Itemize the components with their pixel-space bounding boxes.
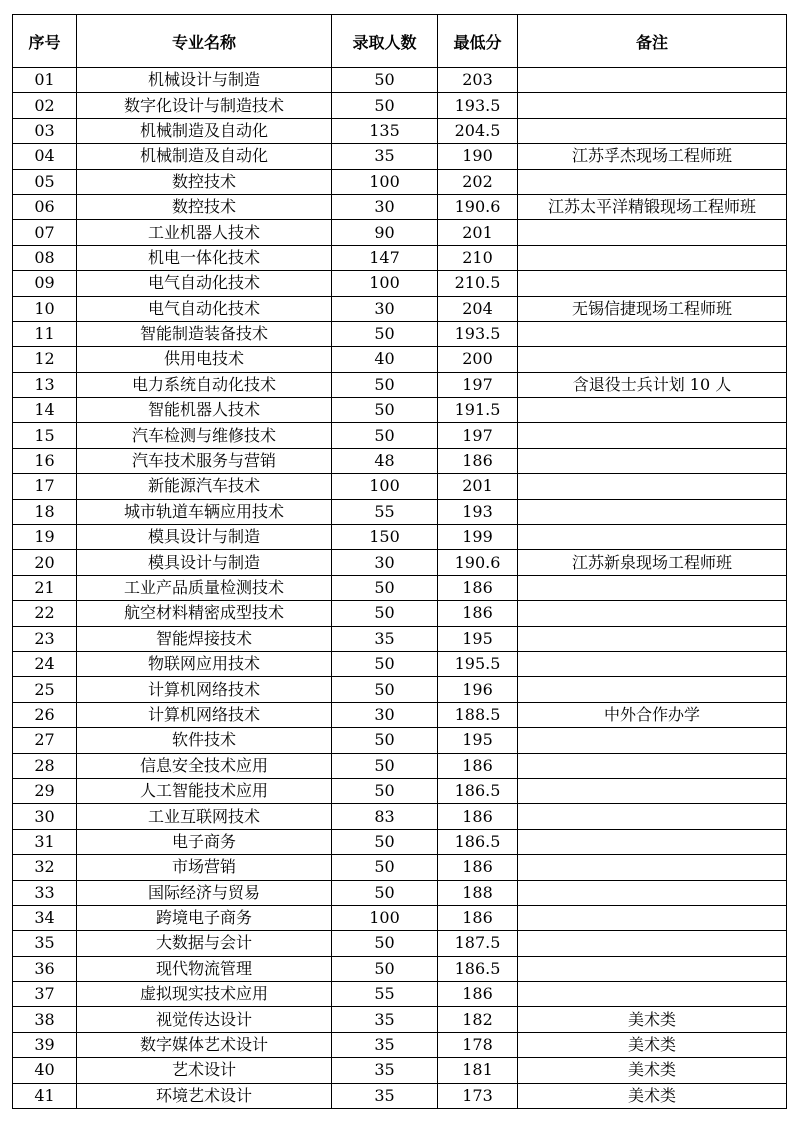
- table-row: [13, 169, 787, 194]
- cell-note: [518, 68, 787, 93]
- cell-min-score: 186: [438, 855, 518, 880]
- cell-min-score: 186: [438, 905, 518, 930]
- cell-note: 美术类: [518, 1083, 787, 1108]
- header-min-score: 最低分: [438, 15, 518, 68]
- cell-min-score: 190.6: [438, 194, 518, 219]
- table-row: [13, 601, 787, 626]
- table-row: [13, 144, 787, 169]
- cell-major: 计算机网络技术: [77, 702, 332, 727]
- cell-index: 12: [13, 347, 77, 372]
- cell-index: 23: [13, 626, 77, 651]
- table-row: [13, 982, 787, 1007]
- cell-note: [518, 880, 787, 905]
- cell-admitted: 50: [332, 93, 438, 118]
- cell-admitted: 55: [332, 499, 438, 524]
- cell-note: [518, 601, 787, 626]
- table-row: [13, 296, 787, 321]
- cell-index: 30: [13, 804, 77, 829]
- table-row: [13, 905, 787, 930]
- cell-min-score: 186: [438, 575, 518, 600]
- cell-index: 03: [13, 118, 77, 143]
- cell-major: 智能机器人技术: [77, 398, 332, 423]
- cell-major: 虚拟现实技术应用: [77, 982, 332, 1007]
- cell-note: [518, 93, 787, 118]
- cell-index: 07: [13, 220, 77, 245]
- cell-note: [518, 118, 787, 143]
- table-row: [13, 728, 787, 753]
- cell-min-score: 186.5: [438, 829, 518, 854]
- cell-major: 汽车检测与维修技术: [77, 423, 332, 448]
- cell-index: 24: [13, 651, 77, 676]
- cell-note: [518, 525, 787, 550]
- header-index: 序号: [13, 15, 77, 68]
- cell-admitted: 35: [332, 1083, 438, 1108]
- cell-index: 27: [13, 728, 77, 753]
- table-row: [13, 398, 787, 423]
- cell-major: 新能源汽车技术: [77, 474, 332, 499]
- cell-major: 机械制造及自动化: [77, 144, 332, 169]
- cell-admitted: 50: [332, 423, 438, 448]
- cell-major: 国际经济与贸易: [77, 880, 332, 905]
- cell-min-score: 186: [438, 753, 518, 778]
- cell-admitted: 50: [332, 677, 438, 702]
- cell-index: 08: [13, 245, 77, 270]
- cell-major: 视觉传达设计: [77, 1007, 332, 1032]
- cell-index: 02: [13, 93, 77, 118]
- cell-note: 含退役士兵计划 10 人: [518, 372, 787, 397]
- cell-index: 25: [13, 677, 77, 702]
- table-row: [13, 474, 787, 499]
- cell-major: 汽车技术服务与营销: [77, 448, 332, 473]
- cell-admitted: 50: [332, 956, 438, 981]
- table-row: [13, 271, 787, 296]
- header-note: 备注: [518, 15, 787, 68]
- cell-admitted: 30: [332, 550, 438, 575]
- cell-admitted: 30: [332, 702, 438, 727]
- cell-admitted: 50: [332, 931, 438, 956]
- table-row: [13, 829, 787, 854]
- cell-note: [518, 931, 787, 956]
- cell-index: 41: [13, 1083, 77, 1108]
- cell-index: 40: [13, 1058, 77, 1083]
- cell-min-score: 193.5: [438, 93, 518, 118]
- cell-index: 06: [13, 194, 77, 219]
- cell-major: 市场营销: [77, 855, 332, 880]
- cell-note: [518, 753, 787, 778]
- cell-note: [518, 271, 787, 296]
- cell-major: 现代物流管理: [77, 956, 332, 981]
- cell-note: [518, 651, 787, 676]
- cell-min-score: 188.5: [438, 702, 518, 727]
- cell-admitted: 40: [332, 347, 438, 372]
- cell-admitted: 48: [332, 448, 438, 473]
- cell-min-score: 210: [438, 245, 518, 270]
- cell-admitted: 30: [332, 296, 438, 321]
- cell-index: 18: [13, 499, 77, 524]
- cell-major: 数控技术: [77, 169, 332, 194]
- table-row: [13, 220, 787, 245]
- cell-min-score: 191.5: [438, 398, 518, 423]
- cell-major: 数字媒体艺术设计: [77, 1032, 332, 1057]
- cell-note: [518, 575, 787, 600]
- cell-min-score: 188: [438, 880, 518, 905]
- cell-admitted: 150: [332, 525, 438, 550]
- cell-index: 38: [13, 1007, 77, 1032]
- cell-major: 模具设计与制造: [77, 550, 332, 575]
- cell-index: 33: [13, 880, 77, 905]
- cell-major: 智能焊接技术: [77, 626, 332, 651]
- cell-admitted: 100: [332, 169, 438, 194]
- table-row: [13, 93, 787, 118]
- cell-note: [518, 626, 787, 651]
- cell-major: 软件技术: [77, 728, 332, 753]
- table-row: [13, 778, 787, 803]
- cell-admitted: 50: [332, 880, 438, 905]
- cell-min-score: 200: [438, 347, 518, 372]
- cell-major: 智能制造装备技术: [77, 321, 332, 346]
- cell-index: 35: [13, 931, 77, 956]
- cell-admitted: 90: [332, 220, 438, 245]
- cell-admitted: 50: [332, 575, 438, 600]
- cell-min-score: 210.5: [438, 271, 518, 296]
- cell-admitted: 50: [332, 398, 438, 423]
- cell-index: 29: [13, 778, 77, 803]
- cell-note: [518, 398, 787, 423]
- cell-admitted: 100: [332, 905, 438, 930]
- cell-major: 电气自动化技术: [77, 271, 332, 296]
- cell-note: 江苏孚杰现场工程师班: [518, 144, 787, 169]
- cell-min-score: 186.5: [438, 778, 518, 803]
- cell-index: 31: [13, 829, 77, 854]
- cell-major: 机械设计与制造: [77, 68, 332, 93]
- cell-admitted: 50: [332, 68, 438, 93]
- cell-major: 数控技术: [77, 194, 332, 219]
- cell-note: [518, 905, 787, 930]
- cell-major: 大数据与会计: [77, 931, 332, 956]
- cell-note: [518, 855, 787, 880]
- table-body: [13, 68, 787, 1109]
- table-row: [13, 1032, 787, 1057]
- cell-major: 航空材料精密成型技术: [77, 601, 332, 626]
- cell-major: 工业机器人技术: [77, 220, 332, 245]
- cell-note: [518, 321, 787, 346]
- cell-note: 中外合作办学: [518, 702, 787, 727]
- cell-min-score: 181: [438, 1058, 518, 1083]
- cell-note: 江苏太平洋精锻现场工程师班: [518, 194, 787, 219]
- cell-major: 人工智能技术应用: [77, 778, 332, 803]
- cell-major: 环境艺术设计: [77, 1083, 332, 1108]
- cell-index: 28: [13, 753, 77, 778]
- cell-index: 22: [13, 601, 77, 626]
- table-row: [13, 626, 787, 651]
- cell-index: 17: [13, 474, 77, 499]
- cell-major: 数字化设计与制造技术: [77, 93, 332, 118]
- cell-note: [518, 778, 787, 803]
- cell-note: [518, 829, 787, 854]
- cell-min-score: 195: [438, 728, 518, 753]
- cell-index: 32: [13, 855, 77, 880]
- cell-admitted: 50: [332, 855, 438, 880]
- cell-index: 19: [13, 525, 77, 550]
- cell-note: [518, 499, 787, 524]
- header-row: [13, 15, 787, 68]
- cell-min-score: 203: [438, 68, 518, 93]
- cell-major: 艺术设计: [77, 1058, 332, 1083]
- table-row: [13, 753, 787, 778]
- cell-index: 09: [13, 271, 77, 296]
- table-row: [13, 347, 787, 372]
- table-row: [13, 321, 787, 346]
- cell-admitted: 135: [332, 118, 438, 143]
- cell-major: 信息安全技术应用: [77, 753, 332, 778]
- cell-min-score: 173: [438, 1083, 518, 1108]
- cell-note: [518, 728, 787, 753]
- cell-admitted: 55: [332, 982, 438, 1007]
- cell-index: 15: [13, 423, 77, 448]
- table-row: [13, 702, 787, 727]
- cell-note: [518, 448, 787, 473]
- cell-min-score: 186.5: [438, 956, 518, 981]
- cell-min-score: 201: [438, 220, 518, 245]
- cell-index: 20: [13, 550, 77, 575]
- cell-index: 14: [13, 398, 77, 423]
- cell-min-score: 190: [438, 144, 518, 169]
- cell-admitted: 50: [332, 651, 438, 676]
- cell-min-score: 201: [438, 474, 518, 499]
- cell-major: 电子商务: [77, 829, 332, 854]
- cell-min-score: 193: [438, 499, 518, 524]
- cell-min-score: 195: [438, 626, 518, 651]
- cell-index: 11: [13, 321, 77, 346]
- table-row: [13, 245, 787, 270]
- table-row: [13, 575, 787, 600]
- cell-min-score: 204.5: [438, 118, 518, 143]
- cell-min-score: 204: [438, 296, 518, 321]
- table-row: [13, 804, 787, 829]
- cell-admitted: 50: [332, 372, 438, 397]
- cell-min-score: 197: [438, 423, 518, 448]
- cell-major: 物联网应用技术: [77, 651, 332, 676]
- cell-note: [518, 804, 787, 829]
- table-row: [13, 855, 787, 880]
- cell-admitted: 83: [332, 804, 438, 829]
- table-row: [13, 550, 787, 575]
- table-row: [13, 651, 787, 676]
- cell-major: 机械制造及自动化: [77, 118, 332, 143]
- cell-index: 16: [13, 448, 77, 473]
- cell-min-score: 187.5: [438, 931, 518, 956]
- cell-min-score: 199: [438, 525, 518, 550]
- cell-note: [518, 982, 787, 1007]
- cell-note: [518, 245, 787, 270]
- cell-major: 机电一体化技术: [77, 245, 332, 270]
- cell-major: 供用电技术: [77, 347, 332, 372]
- cell-index: 04: [13, 144, 77, 169]
- cell-admitted: 50: [332, 753, 438, 778]
- cell-min-score: 202: [438, 169, 518, 194]
- cell-index: 10: [13, 296, 77, 321]
- cell-admitted: 35: [332, 144, 438, 169]
- cell-index: 34: [13, 905, 77, 930]
- cell-admitted: 35: [332, 1007, 438, 1032]
- cell-admitted: 50: [332, 778, 438, 803]
- cell-admitted: 100: [332, 474, 438, 499]
- cell-note: [518, 677, 787, 702]
- table-row: [13, 1058, 787, 1083]
- admission-table: [12, 14, 787, 1109]
- header-major: 专业名称: [77, 15, 332, 68]
- cell-major: 工业互联网技术: [77, 804, 332, 829]
- table-row: [13, 931, 787, 956]
- cell-admitted: 35: [332, 1058, 438, 1083]
- table-row: [13, 677, 787, 702]
- cell-min-score: 190.6: [438, 550, 518, 575]
- cell-index: 21: [13, 575, 77, 600]
- cell-min-score: 186: [438, 804, 518, 829]
- table-header: [13, 15, 787, 68]
- table-row: [13, 880, 787, 905]
- cell-major: 电力系统自动化技术: [77, 372, 332, 397]
- cell-admitted: 50: [332, 728, 438, 753]
- cell-admitted: 35: [332, 626, 438, 651]
- cell-note: [518, 347, 787, 372]
- cell-major: 计算机网络技术: [77, 677, 332, 702]
- table-row: [13, 956, 787, 981]
- cell-min-score: 186: [438, 601, 518, 626]
- cell-admitted: 50: [332, 321, 438, 346]
- table-row: [13, 118, 787, 143]
- cell-note: 美术类: [518, 1007, 787, 1032]
- table-row: [13, 525, 787, 550]
- cell-min-score: 193.5: [438, 321, 518, 346]
- cell-min-score: 182: [438, 1007, 518, 1032]
- cell-index: 05: [13, 169, 77, 194]
- cell-min-score: 186: [438, 448, 518, 473]
- cell-admitted: 35: [332, 1032, 438, 1057]
- cell-note: [518, 423, 787, 448]
- cell-note: [518, 956, 787, 981]
- cell-admitted: 100: [332, 271, 438, 296]
- cell-major: 城市轨道车辆应用技术: [77, 499, 332, 524]
- cell-note: 美术类: [518, 1058, 787, 1083]
- cell-index: 37: [13, 982, 77, 1007]
- cell-major: 模具设计与制造: [77, 525, 332, 550]
- cell-admitted: 50: [332, 829, 438, 854]
- table-row: [13, 499, 787, 524]
- cell-note: 江苏新泉现场工程师班: [518, 550, 787, 575]
- cell-index: 36: [13, 956, 77, 981]
- table-row: [13, 372, 787, 397]
- cell-major: 电气自动化技术: [77, 296, 332, 321]
- cell-min-score: 195.5: [438, 651, 518, 676]
- cell-note: [518, 474, 787, 499]
- cell-admitted: 147: [332, 245, 438, 270]
- cell-index: 26: [13, 702, 77, 727]
- table-row: [13, 448, 787, 473]
- table-row: [13, 68, 787, 93]
- table-row: [13, 1007, 787, 1032]
- cell-min-score: 196: [438, 677, 518, 702]
- table-row: [13, 423, 787, 448]
- header-admitted: 录取人数: [332, 15, 438, 68]
- table-row: [13, 194, 787, 219]
- cell-note: 美术类: [518, 1032, 787, 1057]
- cell-admitted: 50: [332, 601, 438, 626]
- cell-index: 39: [13, 1032, 77, 1057]
- cell-min-score: 178: [438, 1032, 518, 1057]
- cell-major: 工业产品质量检测技术: [77, 575, 332, 600]
- cell-min-score: 197: [438, 372, 518, 397]
- table-row: [13, 1083, 787, 1108]
- cell-note: [518, 220, 787, 245]
- cell-admitted: 30: [332, 194, 438, 219]
- cell-index: 01: [13, 68, 77, 93]
- cell-major: 跨境电子商务: [77, 905, 332, 930]
- cell-index: 13: [13, 372, 77, 397]
- cell-min-score: 186: [438, 982, 518, 1007]
- cell-note: 无锡信捷现场工程师班: [518, 296, 787, 321]
- cell-note: [518, 169, 787, 194]
